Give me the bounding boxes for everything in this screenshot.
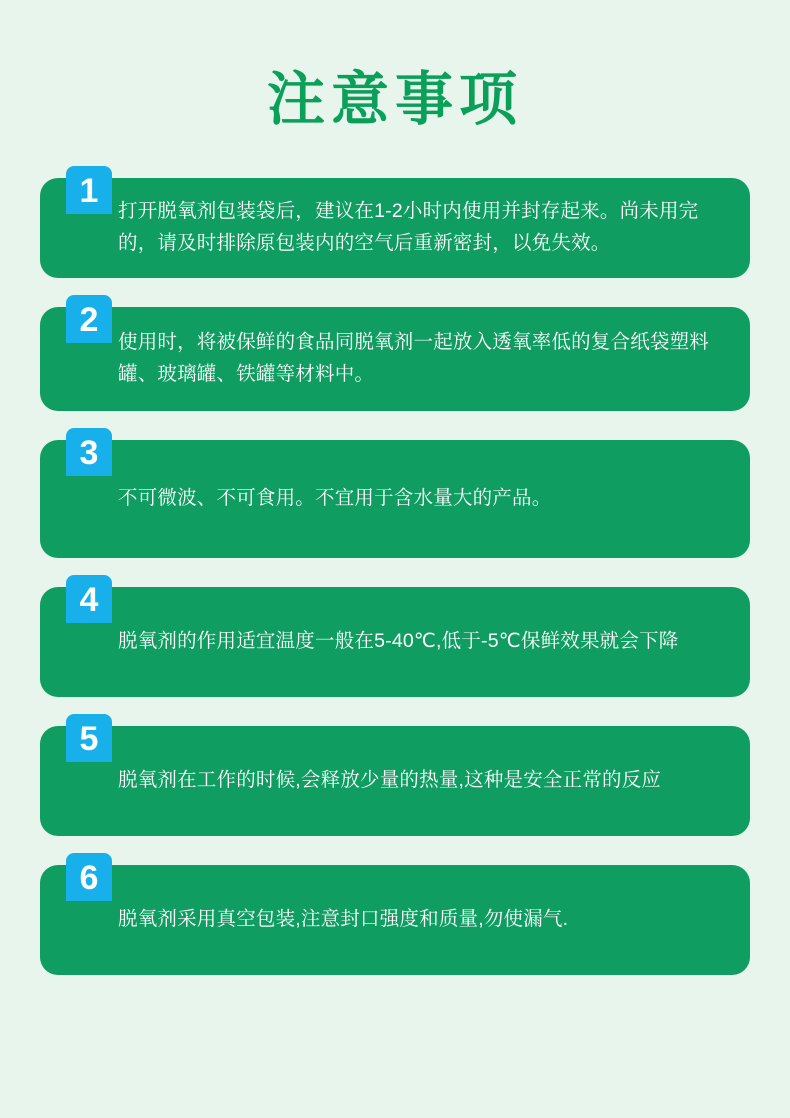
item-text: 脱氧剂采用真空包装,注意封口强度和质量,勿使漏气. <box>118 908 569 930</box>
list-item <box>40 171 750 278</box>
item-number-badge: 1 <box>66 166 112 214</box>
item-text: 脱氧剂在工作的时候,会释放少量的热量,这种是安全正常的反应 <box>118 769 662 791</box>
list-item <box>40 719 750 836</box>
notice-list <box>0 171 790 975</box>
item-number-badge: 6 <box>66 853 112 901</box>
item-number-badge: 2 <box>66 295 112 343</box>
item-number-badge: 5 <box>66 714 112 762</box>
list-item <box>40 580 750 697</box>
list-item <box>40 433 750 558</box>
item-text: 打开脱氧剂包装袋后，建议在1-2小时内使用并封存起来。尚未用完的，请及时排除原包装内的空气后重新密封，以免失效。 <box>118 200 699 254</box>
page-title: 注意事项 <box>266 67 523 132</box>
item-text: 使用时，将被保鲜的食品同脱氧剂一起放入透氧率低的复合纸袋塑料罐、玻璃罐、铁罐等材料中。 <box>118 331 710 385</box>
list-item <box>40 858 750 975</box>
item-number-badge: 4 <box>66 575 112 623</box>
item-text: 不可微波、不可食用。不宜用于含水量大的产品。 <box>118 487 552 509</box>
item-number-badge: 3 <box>66 428 112 476</box>
list-item <box>40 300 750 411</box>
item-text: 脱氧剂的作用适宜温度一般在5-40℃,低于-5℃保鲜效果就会下降 <box>118 630 679 652</box>
